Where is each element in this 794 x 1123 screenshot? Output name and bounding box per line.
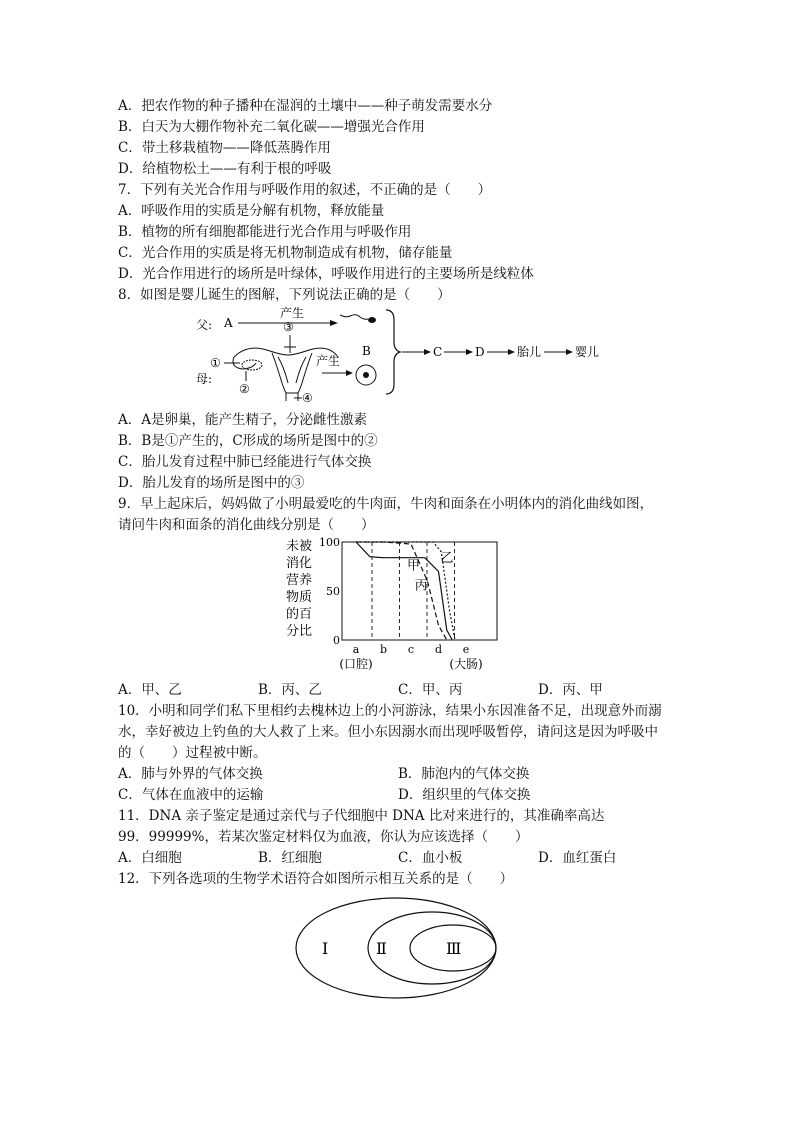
- ylabel-char: 分比: [286, 624, 313, 639]
- ylabel-char: 消化: [286, 556, 313, 571]
- birth-process-diagram: [190, 305, 610, 405]
- q7-option-c: C．光合作用的实质是将无机物制造成有机物，储存能量: [118, 245, 453, 261]
- label-baby: 婴儿: [575, 345, 600, 359]
- produce-label-1: 产生: [280, 306, 305, 320]
- y-tick-label: 100: [319, 536, 340, 549]
- ylabel-char: 的百: [286, 607, 313, 622]
- q8-stem: 8．如图是婴儿诞生的图解，下列说法正确的是（ ）: [118, 287, 451, 303]
- q9-option-d: D．丙、甲: [538, 682, 603, 698]
- x-tick-note: (大肠): [449, 657, 483, 671]
- y-tick-label: 50: [326, 585, 340, 598]
- q10-option-b: B．肺泡内的气体交换: [398, 766, 530, 782]
- father-label: 父:: [196, 318, 213, 332]
- y-ticks: [319, 536, 340, 647]
- q7-option-b: B．植物的所有细胞都能进行光合作用与呼吸作用: [118, 224, 412, 240]
- label-fetus: 胎儿: [517, 345, 542, 359]
- q6-option-a: A．把农作物的种子播种在湿润的土壤中——种子萌发需要水分: [118, 98, 493, 114]
- x-ticks: [339, 643, 482, 671]
- q11-option-a: A．白细胞: [118, 850, 182, 866]
- marker-4: ④: [302, 391, 313, 405]
- sperm-icon: [368, 317, 376, 323]
- x-tick-label: b: [379, 643, 388, 656]
- marker-3: ③: [283, 320, 294, 334]
- brace: [386, 310, 400, 394]
- digestion-curve-chart: [282, 536, 507, 674]
- q11-stem-line2: 99．99999%，若某次鉴定材料仅为血液，你认为应该选择（ ）: [118, 829, 529, 845]
- q6-option-d: D．给植物松土——有利于根的呼吸: [118, 161, 332, 177]
- series-label: 乙: [440, 551, 454, 566]
- q9-stem-line2: 请问牛肉和面条的消化曲线分别是（ ）: [118, 517, 375, 533]
- x-tick-note: (口腔): [339, 657, 373, 671]
- series-甲: [356, 542, 452, 640]
- x-tick-label: c: [407, 643, 415, 656]
- y-axis-label: [286, 538, 312, 639]
- q8-option-c: C．胎儿发育过程中肺已经能进行气体交换: [118, 454, 372, 470]
- label-d: D: [475, 345, 485, 359]
- q9-option-c: C．甲、丙: [398, 682, 463, 698]
- series-lines: [356, 542, 455, 640]
- q11-option-c: C．血小板: [398, 850, 463, 866]
- y-tick-label: 0: [333, 634, 340, 647]
- nested-ellipses-diagram: [292, 892, 504, 1004]
- label-3: Ⅲ: [446, 939, 462, 958]
- series-label: 甲: [407, 558, 421, 574]
- x-tick-label: a: [352, 643, 360, 656]
- ellipse-2: [368, 912, 496, 984]
- label-1: Ⅰ: [322, 939, 329, 958]
- q10-option-a: A．肺与外界的气体交换: [118, 766, 263, 782]
- q10-option-d: D．组织里的气体交换: [398, 787, 531, 803]
- q8-option-b: B．B是①产生的，C形成的场所是图中的②: [118, 433, 378, 449]
- egg-nucleus: [363, 372, 369, 378]
- x-tick-label: e: [462, 643, 470, 656]
- ylabel-char: 营养: [286, 573, 313, 588]
- series-label: 丙: [414, 578, 428, 594]
- q10-stem-line3: 的（ ）过程被中断。: [118, 745, 267, 761]
- q7-option-d: D．光合作用进行的场所是叶绿体，呼吸作用进行的主要场所是线粒体: [118, 266, 534, 282]
- marker-2: ②: [239, 382, 250, 396]
- q9-option-b: B．丙、乙: [258, 682, 322, 698]
- q7-option-a: A．呼吸作用的实质是分解有机物，释放能量: [118, 203, 385, 219]
- ylabel-char: 物质: [286, 590, 313, 605]
- q12-stem: 12．下列各选项的生物学术语符合如图所示相互关系的是（ ）: [118, 871, 514, 887]
- label-b: B: [362, 344, 371, 358]
- q6-option-c: C．带土移栽植物——降低蒸腾作用: [118, 140, 331, 156]
- q10-stem-line1: 10．小明和同学们私下里相约去槐林边上的小河游泳，结果小东因准备不足，出现意外而溺: [118, 703, 662, 719]
- q11-stem-line1: 11．DNA 亲子鉴定是通过亲代与子代细胞中 DNA 比对来进行的，其准确率高达: [118, 808, 605, 824]
- produce-label-2: 产生: [316, 354, 341, 368]
- sperm-tail: [340, 315, 368, 320]
- q8-option-d: D．胎儿发育的场所是图中的③: [118, 475, 305, 491]
- x-tick-label: d: [434, 643, 443, 656]
- q6-option-b: B．白天为大棚作物补充二氧化碳——增强光合作用: [118, 119, 425, 135]
- q9-option-a: A．甲、乙: [118, 682, 182, 698]
- label-a: A: [224, 316, 233, 330]
- label-c: C: [433, 345, 443, 359]
- label-2: Ⅱ: [376, 939, 387, 958]
- q10-stem-line2: 水，幸好被边上钓鱼的大人救了上来。但小东因溺水而出现呼吸暂停，请问这是因为呼吸中: [118, 724, 658, 740]
- q8-option-a: A．A是卵巢，能产生精子，分泌雌性激素: [118, 412, 367, 428]
- mother-label: 母:: [196, 372, 213, 386]
- q10-option-c: C．气体在血液中的运输: [118, 787, 264, 803]
- marker-1: ①: [210, 356, 221, 370]
- q9-stem-line1: 9．早上起床后，妈妈做了小明最爱吃的牛肉面，牛肉和面条在小明体内的消化曲线如图，: [118, 496, 654, 512]
- q11-option-b: B．红细胞: [258, 850, 322, 866]
- ylabel-char: 未被: [286, 539, 313, 554]
- q7-stem: 7．下列有关光合作用与呼吸作用的叙述，不正确的是（ ）: [118, 182, 492, 198]
- q11-option-d: D．血红蛋白: [538, 850, 617, 866]
